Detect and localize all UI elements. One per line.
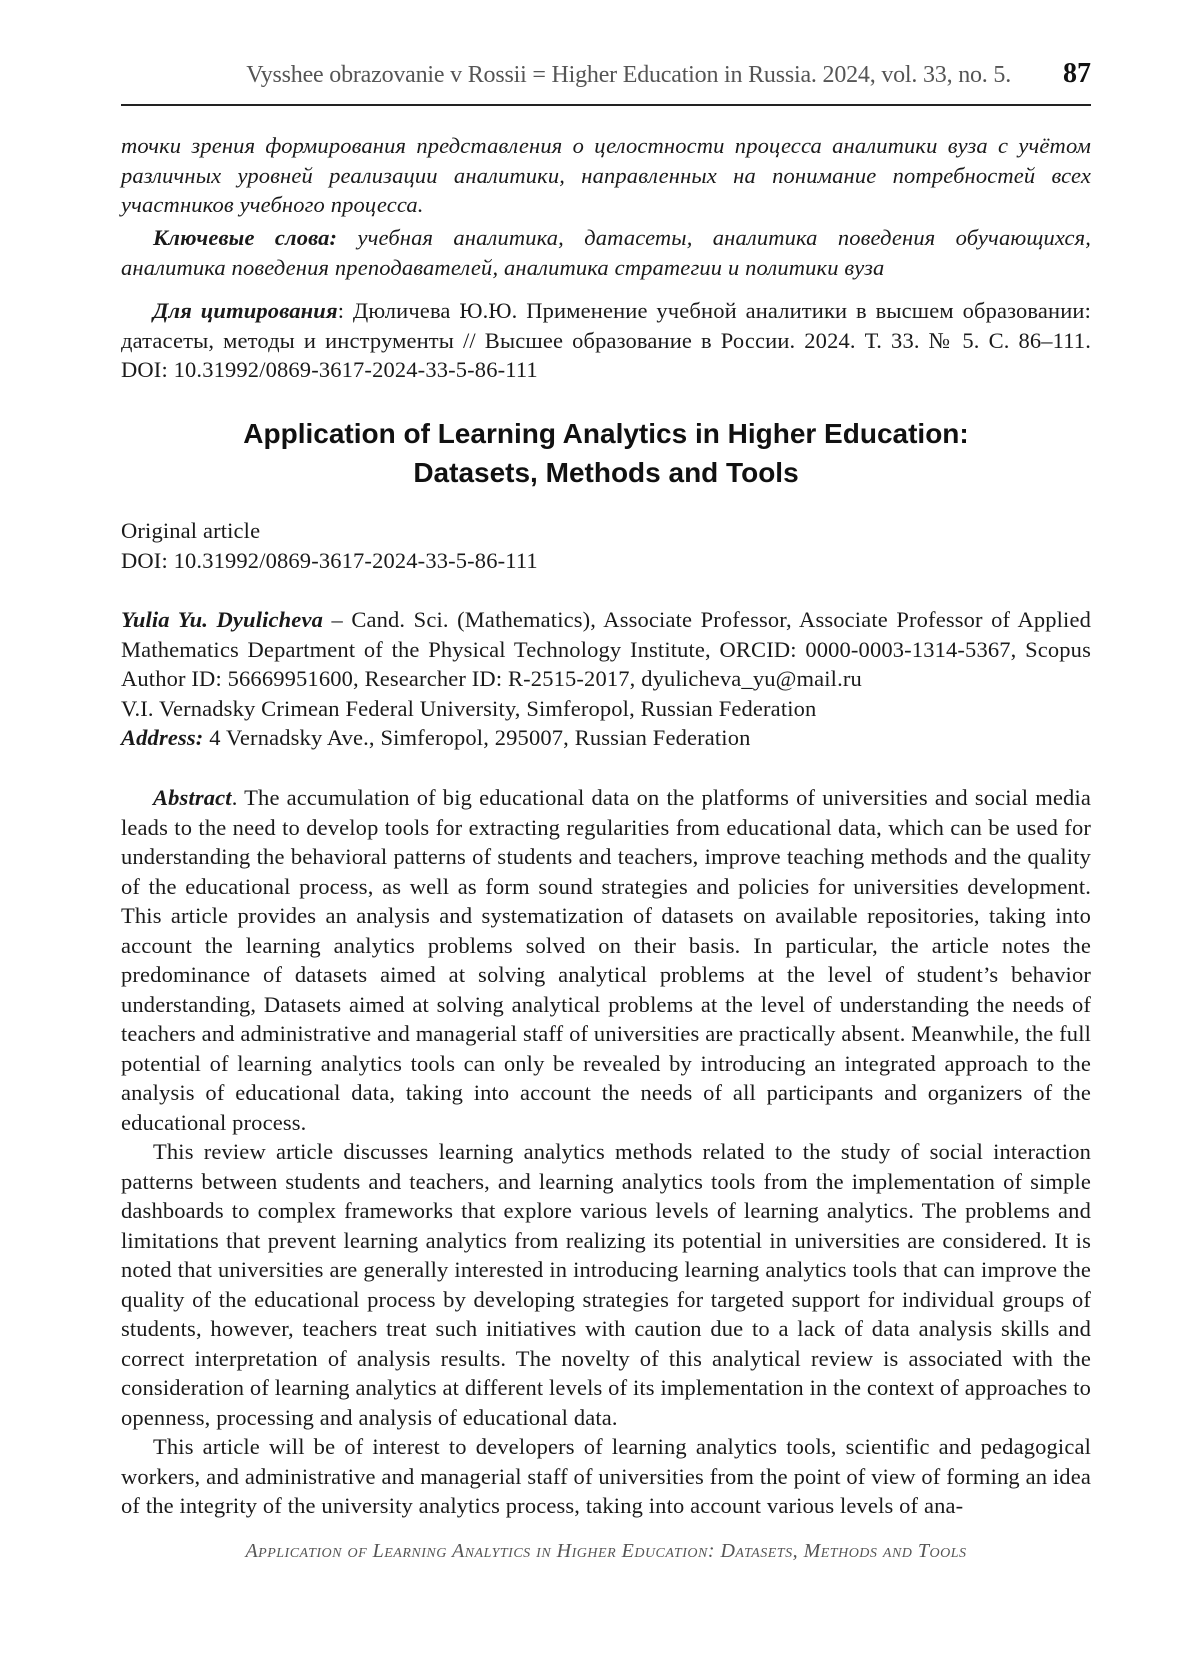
citation-label: Для цитирования: [153, 298, 338, 323]
russian-abstract-text: точки зрения формирования представления о целостности процесса аналитики вуза с учётом различных уровней реализации аналитики, направленных на понимание потребностей всех участников учебного процесса.: [121, 133, 1091, 217]
header-divider: [121, 104, 1091, 106]
author-info: [121, 605, 1091, 753]
english-abstract: [121, 783, 1091, 1521]
author-details: – Cand. Sci. (Mathematics), Associate Professor, Associate Professor of Applied Mathematics Department of the Physical Technology Institute, ORCID: 0000-0003-1314-5367, Scopus Author ID: 56669951600, Researcher ID: R-2515-2017, dyulicheva_yu@mail.ru: [121, 607, 1091, 691]
russian-citation: [121, 296, 1091, 385]
page-number: 87: [1063, 58, 1091, 89]
abstract-label: Abstract: [153, 785, 232, 810]
address-label: Address:: [121, 725, 204, 750]
journal-citation: Vysshee obrazovanie v Rossii = Higher Education in Russia. 2024, vol. 33, no. 5.: [246, 62, 1011, 88]
article-doi: DOI: 10.31992/0869-3617-2024-33-5-86-111: [121, 547, 538, 573]
citation-text: : Дюличева Ю.Ю. Применение учебной аналитики в высшем образовании: датасеты, методы и инструменты // Высшее образование в России. 2024. Т. 33. № 5. С. 86–111. DOI: 10.31992/0869-3617-2024-33-5-86-111: [121, 298, 1091, 382]
address-text: 4 Vernadsky Ave., Simferopol, 295007, Russian Federation: [203, 725, 751, 750]
russian-keywords: [121, 223, 1091, 282]
running-footer: Application of Learning Analytics in Higher Education: Datasets, Methods and Tools: [245, 1540, 967, 1562]
author-name: Yulia Yu. Dyulicheva: [121, 607, 323, 632]
abstract-paragraph-2: This review article discusses learning analytics methods related to the study of social interaction patterns between students and teachers, and learning analytics tools from the implementation of simple dashboards to complex frameworks that explore various levels of learning analytics. The problems and limitations that prevent learning analytics from realizing its potential in universities are considered. It is noted that universities are generally interested in introducing learning analytics tools that can improve the quality of the educational process by developing strategies for targeted support for individual groups of students, however, teachers treat such initiatives with caution due to a lack of data analysis skills and correct interpretation of analysis results. The novelty of this analytical review is associated with the consideration of learning analytics at different levels of its implementation in the context of approaches to openness, processing and analysis of educational data.: [121, 1139, 1092, 1430]
article-title: [121, 414, 1091, 492]
running-header: [121, 58, 1091, 98]
keywords-text: учебная аналитика, датасеты, аналитика поведения обучающихся, аналитика поведения преподавателей, аналитика стратегии и политики вуза: [121, 225, 1091, 280]
article-type: Original article: [121, 518, 261, 543]
article-meta: [121, 516, 1091, 575]
keywords-label: Ключевые слова:: [153, 225, 338, 250]
russian-abstract-tail: [121, 131, 1091, 220]
title-line-2: Datasets, Methods and Tools: [413, 457, 799, 488]
abstract-paragraph-1: . The accumulation of big educational data on the platforms of universities and social media leads to the need to develop tools for extracting regularities from educational data, which can be used for understanding the behavioral patterns of students and teachers, improve teaching methods and the quality of the educational process, as well as form sound strategies and policies for universities development. This article provides an analysis and systematization of datasets on available repositories, taking into account the learning analytics problems solved on their basis. In particular, the article notes the predominance of datasets aimed at solving analytical problems at the level of student’s behavior understanding, Datasets aimed at solving analytical problems at the level of understanding the needs of teachers and administrative and managerial staff of universities are practically absent. Meanwhile, the full potential of learning analytics tools can only be revealed by introducing an integrated approach to the analysis of educational data, taking into account the needs of all participants and organizers of the educational process.: [121, 785, 1091, 1135]
abstract-paragraph-3: This article will be of interest to developers of learning analytics tools, scientific and pedagogical workers, and administrative and managerial staff of universities from the point of view of forming an idea of the integrity of the university analytics process, taking into account various levels of ana-: [121, 1434, 1091, 1518]
title-line-1: Application of Learning Analytics in Higher Education:: [243, 418, 969, 449]
author-affiliation: V.I. Vernadsky Crimean Federal University, Simferopol, Russian Federation: [121, 695, 817, 721]
